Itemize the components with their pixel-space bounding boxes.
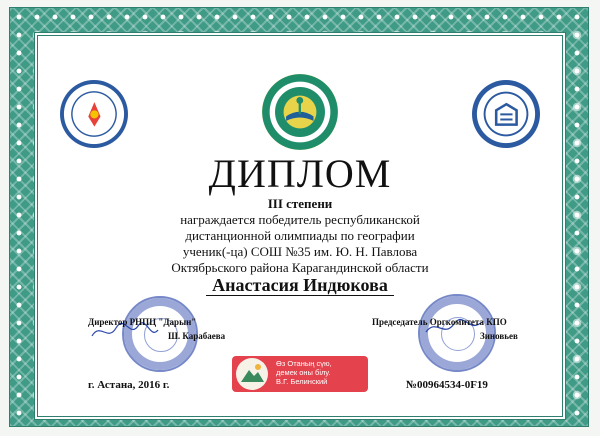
quote-line-1: Өз Отаның сүю, — [276, 359, 332, 368]
body-line-4: Октябрьского района Карагандинской области — [171, 260, 429, 275]
body-line-3: ученик(-ца) СОШ №35 им. Ю. Н. Павлова — [182, 244, 418, 259]
mountain-badge-icon — [236, 358, 268, 390]
signature-left-role: Директор РНПЦ "Дарын" — [88, 317, 197, 327]
body-line-1: награждается победитель республиканской — [180, 212, 420, 227]
emblem-center-icon — [262, 74, 338, 150]
degree-label: III степени — [267, 196, 333, 211]
emblem-left-icon — [60, 80, 128, 148]
signature-left-name: Ш. Карабаева — [168, 331, 226, 341]
emblem-right-icon — [472, 80, 540, 148]
recipient-name-text: Анастасия Индюкова — [206, 275, 394, 296]
signature-right-role: Председатель Оргкомитета КПО — [372, 317, 507, 327]
quote-box — [232, 356, 368, 392]
signature-right-name: Зиновьев — [480, 331, 518, 341]
recipient-name — [0, 275, 600, 296]
certificate-title: ДИПЛОМ — [208, 151, 392, 196]
signature-right — [372, 317, 518, 341]
certificate-number: №00964534-0F19 — [406, 379, 488, 391]
quote-line-2: демек оны білу. — [276, 368, 331, 377]
body-line-2: дистанционной олимпиады по географии — [185, 228, 415, 243]
place-year: г. Астана, 2016 г. — [88, 379, 170, 391]
quote-line-3: В.Г. Белинский — [276, 377, 328, 386]
signature-left — [88, 317, 226, 341]
quote-text — [276, 359, 332, 386]
